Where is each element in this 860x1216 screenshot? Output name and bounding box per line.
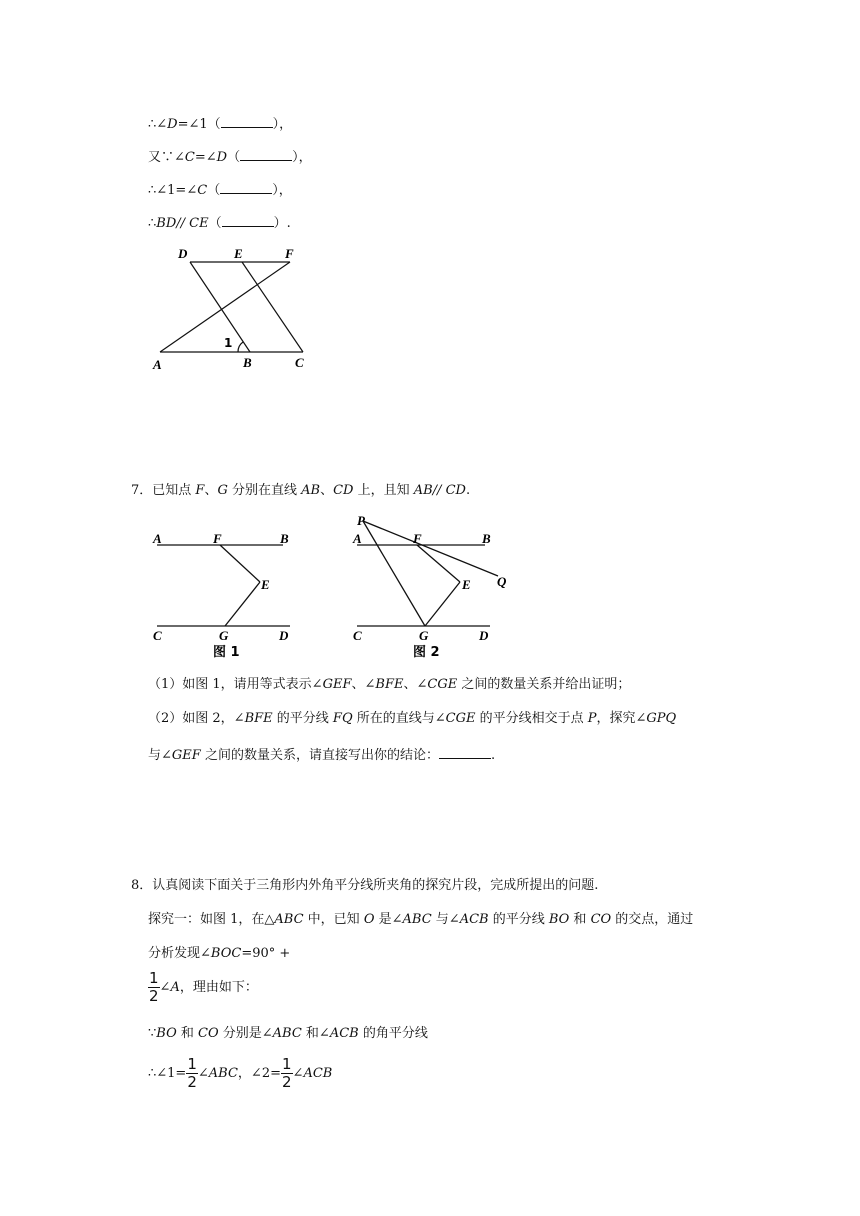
var: D xyxy=(216,150,228,165)
var: A xyxy=(170,980,180,995)
fraction-one-half xyxy=(148,970,160,1005)
text: 、∠ xyxy=(351,677,376,692)
q8-therefore xyxy=(148,1056,332,1091)
text: 又∵∠ xyxy=(148,150,185,165)
var: BO xyxy=(156,1026,177,1041)
proof-line-2 xyxy=(148,146,312,168)
text: =90° + xyxy=(241,946,291,961)
text: 、∠ xyxy=(403,677,428,692)
answer-blank[interactable] xyxy=(220,179,272,194)
text: ）， xyxy=(272,117,293,132)
label-F: F xyxy=(213,531,222,546)
segment-FE xyxy=(220,545,260,582)
q7-part1 xyxy=(148,675,630,695)
text: 7．已知点 xyxy=(131,483,196,498)
figure-q7-2 xyxy=(345,508,525,665)
var: // CD xyxy=(432,483,466,498)
answer-blank[interactable] xyxy=(222,212,274,227)
segment-DB xyxy=(190,262,250,352)
text: 之间的数量关系，请直接写出你的结论： xyxy=(200,748,439,763)
text: ，∠2= xyxy=(237,1066,281,1081)
line-PQ xyxy=(363,521,498,576)
var: BFE xyxy=(375,677,404,692)
text: 的角平分线 xyxy=(358,1026,428,1041)
text: ，理由如下： xyxy=(179,980,258,995)
frac-num: 1 xyxy=(281,1055,292,1073)
text: ∠ xyxy=(197,1066,209,1081)
text: ∴∠ xyxy=(148,117,168,132)
text: 分别在直线 xyxy=(227,483,302,498)
var: ACB xyxy=(329,1026,359,1041)
q8-stem: 8．认真阅读下面关于三角形内外角平分线所夹角的探究片段，完成所提出的问题. xyxy=(131,878,599,893)
label-D: D xyxy=(479,628,489,643)
text: . xyxy=(465,483,471,498)
var: ABC xyxy=(402,912,432,927)
q8-explore-line3 xyxy=(148,970,258,1005)
proof-line-4 xyxy=(148,212,291,234)
text: 分析发现∠ xyxy=(148,946,211,961)
label-A: A xyxy=(353,531,362,546)
label-G: G xyxy=(419,628,429,643)
proof-line-1 xyxy=(148,113,292,135)
text: （ xyxy=(208,216,222,231)
var: F xyxy=(195,483,205,498)
var: D xyxy=(167,117,178,132)
text: 、 xyxy=(320,483,334,498)
label-E: E xyxy=(462,577,471,592)
var: CGE xyxy=(427,677,458,692)
label-F: F xyxy=(285,246,294,261)
text: ）. xyxy=(273,216,291,231)
var: ACB xyxy=(303,1066,333,1081)
proof-line-3 xyxy=(148,179,292,201)
var: ACB xyxy=(459,912,489,927)
text: 的平分线相交于点 xyxy=(475,711,588,726)
var: CGE xyxy=(445,711,476,726)
text: 所在的直线与∠ xyxy=(352,711,446,726)
label-E: E xyxy=(261,577,270,592)
text: 与∠ xyxy=(148,748,172,763)
var: GEF xyxy=(171,748,201,763)
label-F: F xyxy=(413,531,422,546)
text: 和 xyxy=(569,912,591,927)
text: . xyxy=(490,748,496,763)
caption-fig1: 图 1 xyxy=(213,645,240,660)
var: FQ xyxy=(332,711,353,726)
var: ABC xyxy=(272,1026,302,1041)
text: 与∠ xyxy=(431,912,460,927)
answer-blank[interactable] xyxy=(439,744,491,759)
var: O xyxy=(363,912,375,927)
q7-part2-line1 xyxy=(148,709,676,729)
var: ABC xyxy=(208,1066,238,1081)
var: G xyxy=(217,483,228,498)
label-B: B xyxy=(280,531,289,546)
var: GPQ xyxy=(646,711,677,726)
text: 的平分线 xyxy=(272,711,333,726)
var: BOC xyxy=(210,946,242,961)
label-C: C xyxy=(353,628,362,643)
label-A: A xyxy=(153,357,162,372)
text: 探究一：如图 1，在△ xyxy=(148,912,275,927)
label-Q: Q xyxy=(497,574,507,589)
text: 分别是∠ xyxy=(218,1026,273,1041)
segment-EC xyxy=(242,262,303,352)
text: ∠ xyxy=(159,980,171,995)
text: 之间的数量关系并给出证明； xyxy=(457,677,631,692)
label-angle-1: 1 xyxy=(224,336,233,350)
frac-num: 1 xyxy=(187,1055,197,1073)
label-E: E xyxy=(234,246,243,261)
text: 和∠ xyxy=(301,1026,330,1041)
segment-EG xyxy=(225,582,260,626)
var: ABC xyxy=(274,912,304,927)
q7-stem xyxy=(131,481,470,501)
angle-1-arc xyxy=(238,342,243,352)
label-C: C xyxy=(295,355,304,370)
var: AB xyxy=(413,483,433,498)
text: 是∠ xyxy=(374,912,403,927)
label-B: B xyxy=(243,355,252,370)
text: ∠ xyxy=(292,1066,304,1081)
var: CO xyxy=(590,912,612,927)
text: （ xyxy=(227,150,241,165)
frac-den: 2 xyxy=(281,1073,292,1091)
label-C: C xyxy=(153,628,162,643)
var: AB xyxy=(301,483,321,498)
var: CE xyxy=(189,216,209,231)
frac-den: 2 xyxy=(187,1073,197,1091)
var: P xyxy=(587,711,597,726)
text: 和 xyxy=(176,1026,198,1041)
text: （2）如图 2，∠ xyxy=(148,711,245,726)
var: BO xyxy=(548,912,570,927)
text: // xyxy=(176,216,190,231)
frac-den: 2 xyxy=(149,987,159,1005)
var: CD xyxy=(333,483,354,498)
var: C xyxy=(184,150,195,165)
caption-fig2: 图 2 xyxy=(413,645,440,660)
text: ）， xyxy=(272,183,292,198)
q8-explore-line1 xyxy=(148,910,693,930)
answer-blank[interactable] xyxy=(221,113,273,128)
label-D: D xyxy=(279,628,289,643)
text: ）， xyxy=(292,150,312,165)
text: ∴∠1=∠ xyxy=(148,183,198,198)
label-B: B xyxy=(482,531,491,546)
q8-explore-line2 xyxy=(148,944,290,964)
label-A: A xyxy=(153,531,162,546)
segment-EG xyxy=(425,582,460,626)
segment-FE xyxy=(417,545,460,582)
fraction-one-half xyxy=(281,1056,293,1091)
answer-blank[interactable] xyxy=(240,146,292,161)
text: （1）如图 1，请用等式表示∠ xyxy=(148,677,323,692)
text: 的平分线 xyxy=(488,912,549,927)
var: BD xyxy=(156,216,177,231)
var: GEF xyxy=(322,677,352,692)
text: 上，且知 xyxy=(353,483,414,498)
text: ∴ xyxy=(148,216,157,231)
text: 的交点，通过 xyxy=(611,912,694,927)
figure-q6 xyxy=(145,240,325,375)
figure-q7-1 xyxy=(145,520,305,665)
var: BFE xyxy=(244,711,273,726)
text: ，探究∠ xyxy=(596,711,647,726)
var: CO xyxy=(198,1026,219,1041)
frac-num: 1 xyxy=(149,969,159,987)
text: （ xyxy=(207,183,221,198)
text: =∠ xyxy=(194,150,217,165)
var: C xyxy=(197,183,208,198)
label-P: P xyxy=(357,513,365,528)
text: ∴∠1= xyxy=(148,1066,187,1081)
label-D: D xyxy=(178,246,188,261)
text: =∠1（ xyxy=(177,117,221,132)
q7-part2-line2 xyxy=(148,744,495,766)
fraction-one-half xyxy=(186,1056,198,1091)
text: 、 xyxy=(204,483,218,498)
q8-because xyxy=(148,1024,428,1044)
label-G: G xyxy=(219,628,229,643)
text: ∵ xyxy=(148,1026,157,1041)
text: 中，已知 xyxy=(303,912,364,927)
